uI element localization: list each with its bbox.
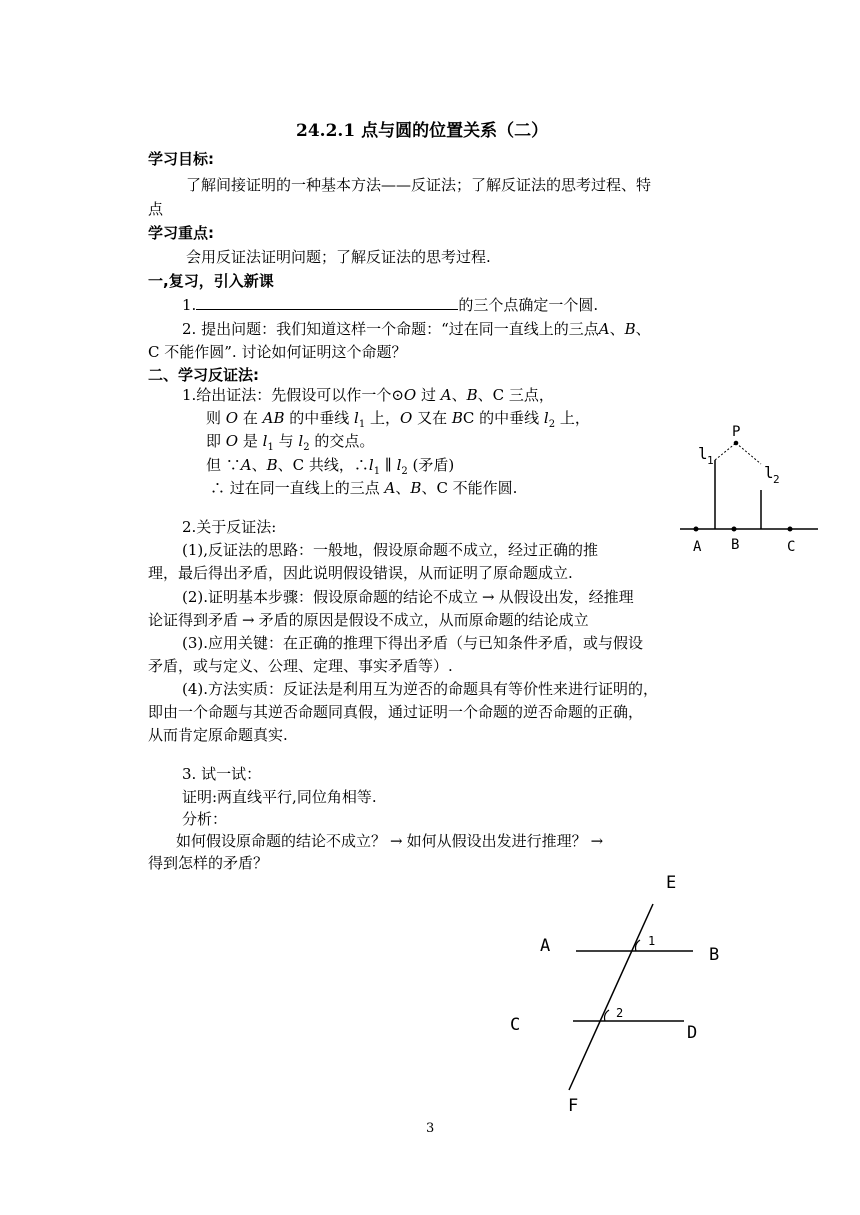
separator: 、 xyxy=(635,320,651,338)
proof-text: (矛盾) xyxy=(407,456,455,474)
point-p-dot xyxy=(734,441,739,446)
objectives-heading: 学习目标: xyxy=(148,150,214,168)
subscript: 1 xyxy=(358,419,366,430)
line-l2: l xyxy=(298,432,304,450)
label-l1-sub: 1 xyxy=(707,454,714,467)
review-item-2-line2: C 不能作圆”. 讨论如何证明这个命题？ xyxy=(148,343,407,361)
key-points-text: 会用反证法证明问题；了解反证法的思考过程. xyxy=(186,248,491,266)
about-heading: 2.关于反证法: xyxy=(182,518,277,536)
label-a: A xyxy=(693,539,702,554)
point-a: A xyxy=(440,386,452,404)
subscript: 1 xyxy=(267,442,274,453)
point2-text-c: 论证得到矛盾 xyxy=(148,611,239,629)
answer-blank[interactable] xyxy=(196,295,458,310)
proof-line-5 xyxy=(210,477,517,499)
point2-text-d: 矛盾的原因是假设不成立，从而原命题的结论成立 xyxy=(258,611,589,629)
arrow-icon: → xyxy=(242,611,255,629)
dotted-p-to-l2 xyxy=(736,443,761,464)
figure-parallel-lines-transversal xyxy=(500,870,760,1120)
point4-line1: (4).方法实质：反证法是利用互为逆否的命题具有等价性来进行证明的， xyxy=(182,680,659,698)
review-item-1-suffix: 的三个点确定一个圆. xyxy=(458,296,599,314)
question-a: 如何假设原命题的结论不成立？ xyxy=(176,832,387,850)
subscript: 1 xyxy=(373,466,381,477)
arrow-icon: → xyxy=(482,588,495,606)
proof-text: 又在 xyxy=(412,409,452,427)
point4-line3: 从而肯定原命题真实. xyxy=(148,726,288,744)
point-a: A xyxy=(598,320,610,338)
point-a: A xyxy=(384,479,396,497)
point-a: A xyxy=(240,456,252,474)
point4-line2: 即由一个命题与其逆否命题同真假，通过证明一个命题的逆否命题的正确， xyxy=(148,703,644,721)
proof-text: 上， xyxy=(555,409,590,427)
point1-line2: 理，最后得出矛盾，因此说明假设错误，从而证明了原命题成立. xyxy=(148,564,573,582)
proof-text: 在 xyxy=(238,409,263,427)
subscript: 2 xyxy=(303,442,310,453)
proof-text: 1.给出证法：先假设可以作一个⊙ xyxy=(182,386,404,404)
proof-text: C 的中垂线 xyxy=(462,409,544,427)
proof-text: 上， xyxy=(365,409,401,427)
point-b: B xyxy=(266,456,278,474)
line-l2: l xyxy=(396,456,402,474)
proof-text: 、 xyxy=(251,456,267,474)
try-question-line2: 得到怎样的矛盾？ xyxy=(148,854,269,872)
proof-text: 、C 三点， xyxy=(477,386,554,404)
point-b: B xyxy=(624,320,636,338)
proof-text: 与 xyxy=(273,432,299,450)
proof-text: 即 xyxy=(206,432,226,450)
point-b: B xyxy=(410,479,422,497)
review-item-1 xyxy=(182,294,598,316)
point2-text-b: 从假设出发，经推理 xyxy=(498,588,634,606)
line-l2: l xyxy=(543,409,549,427)
point3-line2: 矛盾，或与定义、公理、定理、事实矛盾等）. xyxy=(148,657,453,675)
proof-text: ∴ 过在同一直线上的三点 xyxy=(210,479,385,497)
label-e: E xyxy=(666,873,677,893)
point-a-dot xyxy=(694,527,699,532)
proof-text: 过 xyxy=(416,386,441,404)
proof-text: 、C 不能作圆. xyxy=(421,479,518,497)
objectives-text-line1: 了解间接证明的一种基本方法——反证法；了解反证法的思考过程、特 xyxy=(186,176,652,194)
subscript: 2 xyxy=(548,419,556,430)
label-angle-2: 2 xyxy=(616,1006,624,1020)
line-l1: l xyxy=(354,409,359,427)
circle-o: O xyxy=(400,409,413,427)
question-b: 如何从假设出发进行推理？ xyxy=(406,832,587,850)
line-l1: l xyxy=(368,456,374,474)
section1-heading: 一,复习，引入新课 xyxy=(148,272,274,290)
try-heading: 3. 试一试： xyxy=(182,765,262,783)
page-title: 24.2.1 点与圆的位置关系（二） xyxy=(296,121,549,141)
try-prove: 证明:两直线平行,同位角相等. xyxy=(182,788,377,806)
proof-text: 、 xyxy=(451,386,467,404)
proof-text: 的中垂线 xyxy=(284,409,355,427)
label-angle-1: 1 xyxy=(648,934,656,948)
figure-perpendicular-bisectors xyxy=(676,424,826,554)
label-b: B xyxy=(709,945,720,965)
review-item-1-prefix: 1. xyxy=(182,296,197,314)
proof-text: 但 ∵ xyxy=(206,456,241,474)
review-item-2-line1 xyxy=(182,318,651,340)
segment-ab: AB xyxy=(262,409,285,427)
key-points-heading: 学习重点: xyxy=(148,224,214,242)
point1-line1: (1),反证法的思路：一般地，假设原命题不成立，经过正确的推 xyxy=(182,541,599,559)
subscript: 2 xyxy=(401,466,408,477)
label-c: C xyxy=(787,539,796,554)
transversal-ef xyxy=(569,904,656,1090)
point2-text-a: (2).证明基本步骤：假设原命题的结论不成立 xyxy=(182,588,479,606)
label-b: B xyxy=(731,537,740,553)
line-l1: l xyxy=(262,432,268,450)
proof-text: 的交点。 xyxy=(309,432,375,450)
proof-text: 、 xyxy=(395,479,411,497)
point3-line1: (3).应用关键：在正确的推理下得出矛盾（与已知条件矛盾，或与假设 xyxy=(182,634,644,652)
label-a: A xyxy=(540,936,551,956)
label-l2: l xyxy=(764,463,774,482)
circle-o: O xyxy=(403,386,417,404)
proof-text: ∥ xyxy=(380,456,397,474)
review-item-2-text: 2. 提出问题：我们知道这样一个命题：“过在同一直线上的三点 xyxy=(182,320,599,338)
proof-text: 是 xyxy=(238,432,263,450)
point2-line1 xyxy=(182,586,634,608)
page-number: 3 xyxy=(426,1121,435,1136)
dotted-l1-to-p xyxy=(715,443,736,460)
label-c: C xyxy=(510,1015,521,1035)
label-p: P xyxy=(732,424,741,440)
circle-o: O xyxy=(225,409,239,427)
point-b: B xyxy=(451,409,463,427)
point2-line2 xyxy=(148,609,589,631)
objectives-text-line2: 点 xyxy=(148,200,164,218)
point-b-dot xyxy=(732,527,737,532)
try-question-line1 xyxy=(176,830,607,852)
arrow-icon: → xyxy=(390,832,403,850)
point-b: B xyxy=(466,386,478,404)
label-l1: l xyxy=(698,444,708,463)
proof-text: 则 xyxy=(206,409,226,427)
separator: 、 xyxy=(609,320,625,338)
try-analysis: 分析： xyxy=(182,810,228,828)
arrow-icon: → xyxy=(590,832,604,850)
proof-line-1 xyxy=(182,384,554,406)
proof-text: 、C 共线，∴ xyxy=(277,456,369,474)
section2-heading: 二、学习反证法: xyxy=(148,366,259,384)
label-d: D xyxy=(687,1023,698,1043)
circle-o: O xyxy=(225,432,239,450)
point-c-dot xyxy=(788,527,793,532)
label-l2-sub: 2 xyxy=(773,473,780,486)
label-f: F xyxy=(568,1096,579,1116)
